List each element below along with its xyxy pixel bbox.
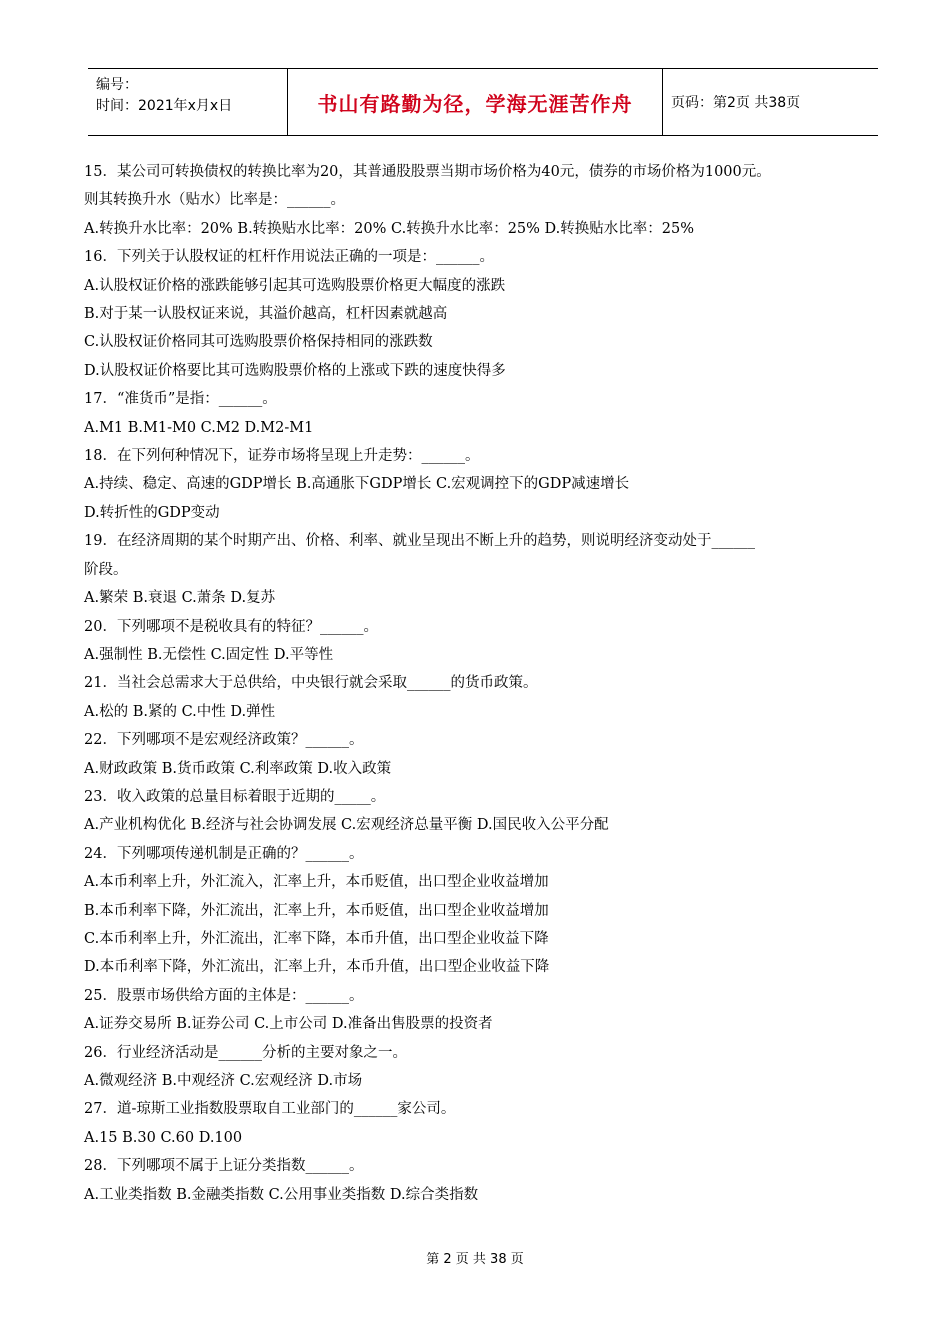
header-motto: 书山有路勤为径，学海无涯苦作舟	[288, 69, 663, 135]
text-line: A.证券交易所 B.证券公司 C.上市公司 D.准备出售股票的投资者	[84, 1016, 493, 1033]
text-line: 25．股票市场供给方面的主体是：______。	[84, 987, 364, 1004]
document-number: 编号：	[96, 77, 138, 93]
text-line: A.认股权证价格的涨跌能够引起其可选购股票价格更大幅度的涨跌	[84, 277, 506, 294]
text-line: A.转换升水比率：20% B.转换贴水比率：20% C.转换升水比率：25% D.转换贴水比率：25%	[84, 220, 694, 237]
text-line: B.对于某一认股权证来说，其溢价越高，杠杆因素就越高	[84, 306, 448, 323]
text-line: 22．下列哪项不是宏观经济政策？______。	[84, 732, 364, 749]
header-page-number: 页码：第2页 共38页	[671, 95, 801, 111]
document-time: 时间：2021年x月x日	[96, 98, 233, 114]
text-line: A.产业机构优化 B.经济与社会协调发展 C.宏观经济总量平衡 D.国民收入公平分配	[84, 817, 609, 834]
document-body	[84, 158, 884, 1209]
text-line: A.工业类指数 B.金融类指数 C.公用事业类指数 D.综合类指数	[84, 1186, 479, 1203]
text-line: D.转折性的GDP变动	[84, 504, 220, 521]
text-line: A.强制性 B.无偿性 C.固定性 D.平等性	[84, 646, 334, 663]
text-line: A.M1 B.M1-M0 C.M2 D.M2-M1	[84, 419, 314, 436]
page-footer: 第 2 页 共 38 页	[426, 1252, 524, 1267]
page-header	[88, 68, 878, 136]
text-line: C.认股权证价格同其可选购股票价格保持相同的涨跌数	[84, 334, 433, 351]
text-line: 阶段。	[84, 561, 128, 578]
text-line: 24．下列哪项传递机制是正确的？______。	[84, 845, 364, 862]
text-line: A.持续、稳定、高速的GDP增长 B.高通胀下GDP增长 C.宏观调控下的GDP减速增长	[84, 476, 630, 493]
text-line: B.本币利率下降，外汇流出，汇率上升，本币贬值，出口型企业收益增加	[84, 902, 549, 919]
text-line: A.繁荣 B.衰退 C.萧条 D.复苏	[84, 590, 276, 607]
text-line: 15．某公司可转换债权的转换比率为20，其普通股股票当期市场价格为40元，债券的市场价格为1000元。	[84, 164, 771, 180]
text-line: 27．道-琼斯工业指数股票取自工业部门的______家公司。	[84, 1101, 456, 1118]
text-line: 16．下列关于认股权证的杠杆作用说法正确的一项是：______。	[84, 249, 494, 266]
text-line: C.本币利率上升，外汇流出，汇率下降，本币升值，出口型企业收益下降	[84, 930, 549, 947]
text-line: D.认股权证价格要比其可选购股票价格的上涨或下跌的速度快得多	[84, 362, 506, 379]
text-line: 19．在经济周期的某个时期产出、价格、利率、就业呈现出不断上升的趋势，则说明经济变动处于______	[84, 533, 755, 550]
text-line: A.松的 B.紧的 C.中性 D.弹性	[84, 703, 276, 720]
text-line: A.微观经济 B.中观经济 C.宏观经济 D.市场	[84, 1073, 363, 1089]
text-line: 则其转换升水（贴水）比率是：______。	[84, 192, 345, 209]
text-line: 21．当社会总需求大于总供给，中央银行就会采取______的货币政策。	[84, 675, 538, 692]
text-line: 18．在下列何种情况下，证券市场将呈现上升走势：______。	[84, 448, 480, 465]
text-line: 17．“准货币”是指：______。	[84, 391, 277, 408]
text-line: 28．下列哪项不属于上证分类指数______。	[84, 1158, 364, 1175]
text-line: A.15 B.30 C.60 D.100	[84, 1129, 243, 1146]
text-line: 20．下列哪项不是税收具有的特征？______。	[84, 618, 378, 635]
header-meta	[88, 69, 288, 135]
text-line: A.本币利率上升，外汇流入，汇率上升，本币贬值，出口型企业收益增加	[84, 874, 549, 891]
text-line: A.财政政策 B.货币政策 C.利率政策 D.收入政策	[84, 760, 392, 777]
text-line: D.本币利率下降，外汇流出，汇率上升，本币升值，出口型企业收益下降	[84, 959, 550, 976]
text-line: 23．收入政策的总量目标着眼于近期的_____。	[84, 788, 386, 805]
text-line: 26．行业经济活动是______分析的主要对象之一。	[84, 1044, 407, 1061]
